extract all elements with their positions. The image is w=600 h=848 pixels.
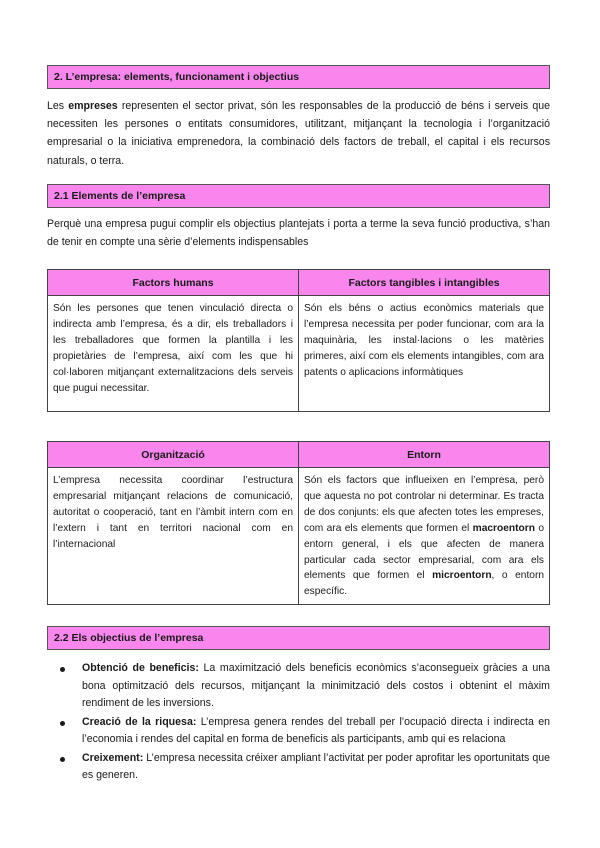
list-item-creacio-riquesa xyxy=(47,714,550,749)
list-item-title: Obtenció de beneficis: xyxy=(82,662,199,674)
entorn-text-b: o entorn general, i els que afecten de manera particular cada sector empresarial, com ara els elements que formen el xyxy=(304,522,545,582)
table-cell-organitzacio: L’empresa necessita coordinar l’estructura empresarial mitjançant relacions de comunicació, autoritat o cooperació, tant en l’àmbit intern com en l’extern i tant en territori nacional com en l’internacional xyxy=(48,468,299,605)
section-heading-elements: 2.1 Elements de l’empresa xyxy=(47,184,550,208)
list-item-title: Creació de la riquesa: xyxy=(82,715,197,728)
list-item-text: La maximització dels beneficis econòmics s’aconsegueix gràcies a una bona optimització dels recursos, mitjançant la minimització dels costos i obtenint el màxim rendiment de les inversions. xyxy=(82,662,551,709)
intro-paragraph xyxy=(47,97,550,170)
entorn-text-a: Són els factors que influeixen en l’empresa, però que aquesta no pot controlar ni determinar. Es tracta de dos conjunts: els que afecten totes les empreses, com ara els elements que formen el xyxy=(304,475,544,534)
list-item-text: L’empresa necessita créixer ampliant l’activitat per poder aprofitar les oportunitats que es generen. xyxy=(82,751,550,781)
section-heading-elements-funcionament: 2. L’empresa: elements, funcionament i objectius xyxy=(47,65,550,89)
entorn-bold-macroentorn: macroentorn xyxy=(472,522,535,534)
elements-table-organitzacio xyxy=(47,441,550,605)
table-cell-factors-tangibles: Són els béns o actius econòmics materials que l’empresa necessita per poder funcionar, com ara la maquinària, les instal·lacions o les matèries primeres, així com els elements intangibles, com ara patents o aplicacions informàtiques xyxy=(299,296,550,412)
table-cell-factors-humans: Són les persones que tenen vinculació directa o indirecta amb l’empresa, és a dir, els treballadors i les treballadores que formen la plantilla i les propietàries de l’empresa, així com les que hi col·laboren mitjançant externalitzacions dels serveis que pugui necessitar. xyxy=(48,296,299,412)
intro-rest-text: representen el sector privat, són les responsables de la producció de béns i serveis que necessiten les persones o entitats consumidores, utilitzant, mitjançant la tecnologia i l’organització empresarial o la iniciativa emprenedora, la combinació dels factors de treball, el capital i els recursos naturals, o terra. xyxy=(47,100,550,167)
table-header-entorn: Entorn xyxy=(299,442,550,468)
list-item-text: L’empresa genera rendes del treball per l’ocupació directa i indirecta en l’economia i rendes del capital en forma de beneficis als participants, amb qui es relaciona xyxy=(82,715,550,745)
bullet-icon xyxy=(60,757,65,762)
section-heading-objectius: 2.2 Els objectius de l’empresa xyxy=(47,626,550,650)
elements-table-factors xyxy=(47,269,550,412)
list-item-obtencio-beneficis xyxy=(47,660,550,713)
table-header-factors-humans: Factors humans xyxy=(48,270,299,296)
table-cell-entorn xyxy=(299,468,550,605)
entorn-text-c: , o entorn específic. xyxy=(304,570,544,598)
list-item-title: Creixement: xyxy=(82,751,144,764)
objectius-list xyxy=(47,660,550,786)
intro-bold-term: empreses xyxy=(68,100,118,112)
intro-lead-text: Les xyxy=(47,100,69,112)
list-item-creixement xyxy=(47,750,550,785)
entorn-bold-microentorn: microentorn xyxy=(432,570,492,582)
bullet-icon xyxy=(60,721,65,726)
table-header-factors-tangibles: Factors tangibles i intangibles xyxy=(299,270,550,296)
table-header-organitzacio: Organització xyxy=(48,442,299,468)
bullet-icon xyxy=(60,667,65,672)
elements-intro-paragraph: Perquè una empresa pugui complir els objectius plantejats i porta a terme la seva funció productiva, s’han de tenir en compte una sèrie d’elements indispensables xyxy=(47,218,550,249)
